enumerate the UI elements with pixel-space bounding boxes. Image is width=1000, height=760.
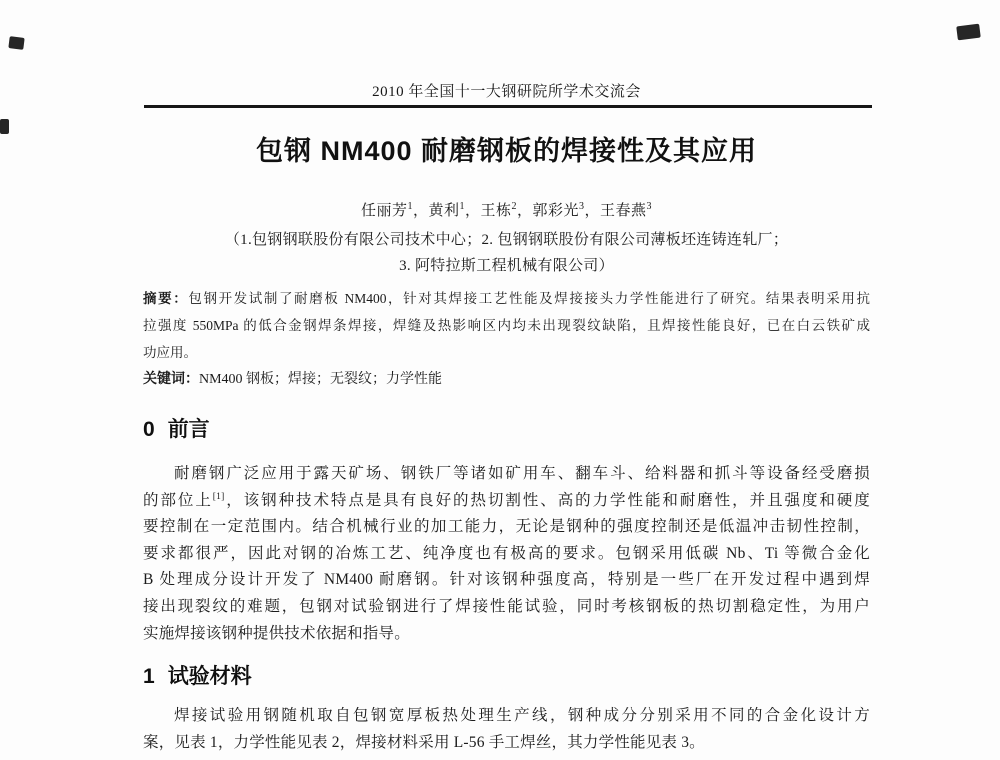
section-heading-0 xyxy=(143,415,210,445)
text-line: 摘要：包钢开发试制了耐磨板 NM400，针对其焊接工艺性能及焊接接头力学性能进行了研究。结果表明采用抗 xyxy=(143,291,870,306)
text-line: B 处理成分设计开发了 NM400 耐磨钢。针对该钢种强度高，特别是一些厂在开发过程中遇到焊 xyxy=(143,571,870,589)
text-line: 耐磨钢广泛应用于露天矿场、钢铁厂等诸如矿用车、翻车斗、给料器和抓斗等设备经受磨损 xyxy=(174,465,870,482)
text-line: 功应用。 xyxy=(143,345,197,360)
section-heading-1 xyxy=(143,662,252,692)
section-0-paragraph xyxy=(143,461,870,647)
section-number: 1 xyxy=(143,665,155,688)
keywords-line: 关键词：NM400 钢板；焊接；无裂纹；力学性能 xyxy=(143,370,443,387)
page-title: 包钢 NM400 耐磨钢板的焊接性及其应用 xyxy=(255,136,758,166)
author-list: 任丽芳$^1$，黄利$^1$，王栋$^2$，郭彩光$^3$，王春燕$^3$ xyxy=(360,201,653,219)
scan-artifact xyxy=(0,119,9,134)
affiliation-line: 3. 阿特拉斯工程机械有限公司） xyxy=(399,257,614,274)
text-line: 的部位上[1]，该钢种技术特点是具有良好的热切割性、高的力学性能和耐磨性，并且强度和硬度 xyxy=(143,491,870,509)
abstract-block xyxy=(143,285,870,366)
scan-artifact xyxy=(8,36,24,50)
text-line: 实施焊接该钢种提供技术依据和指导。 xyxy=(143,624,410,642)
affiliation-list xyxy=(143,228,870,279)
scan-artifact xyxy=(956,24,981,41)
text-line: 焊接试验用钢随机取自包钢宽厚板热处理生产线，钢种成分分别采用不同的合金化设计方 xyxy=(174,707,870,724)
text-line: 案，见表 1，力学性能见表 2，焊接材料采用 L-56 手工焊丝，其力学性能见表 3。 xyxy=(143,734,705,751)
section-1-paragraph xyxy=(143,702,870,756)
text-line: 拉强度 550MPa 的低合金钢焊条焊接，焊缝及热影响区内均未出现裂纹缺陷，且焊接性能良好，已在白云铁矿成 xyxy=(143,318,870,333)
text-line: 要求都很严，因此对钢的冶炼工艺、纯净度也有极高的要求。包钢采用低碳 Nb、Ti 等微合金化 xyxy=(143,544,870,562)
text-line: 要控制在一定范围内。结合机械行业的加工能力，无论是钢种的强度控制还是低温冲击韧性控制， xyxy=(143,518,870,536)
section-title: 前言 xyxy=(167,418,210,441)
section-number: 0 xyxy=(143,418,155,441)
conference-header: 2010 年全国十一大钢研院所学术交流会 xyxy=(372,84,641,100)
header-rule xyxy=(144,105,872,108)
affiliation-line: （1.包钢钢联股份有限公司技术中心；2. 包钢钢联股份有限公司薄板坯连铸连轧厂； xyxy=(224,232,789,248)
text-line: 接出现裂纹的难题，包钢对试验钢进行了焊接性能试验，同时考核钢板的热切割稳定性，为用户 xyxy=(143,597,870,615)
section-title: 试验材料 xyxy=(167,665,252,688)
